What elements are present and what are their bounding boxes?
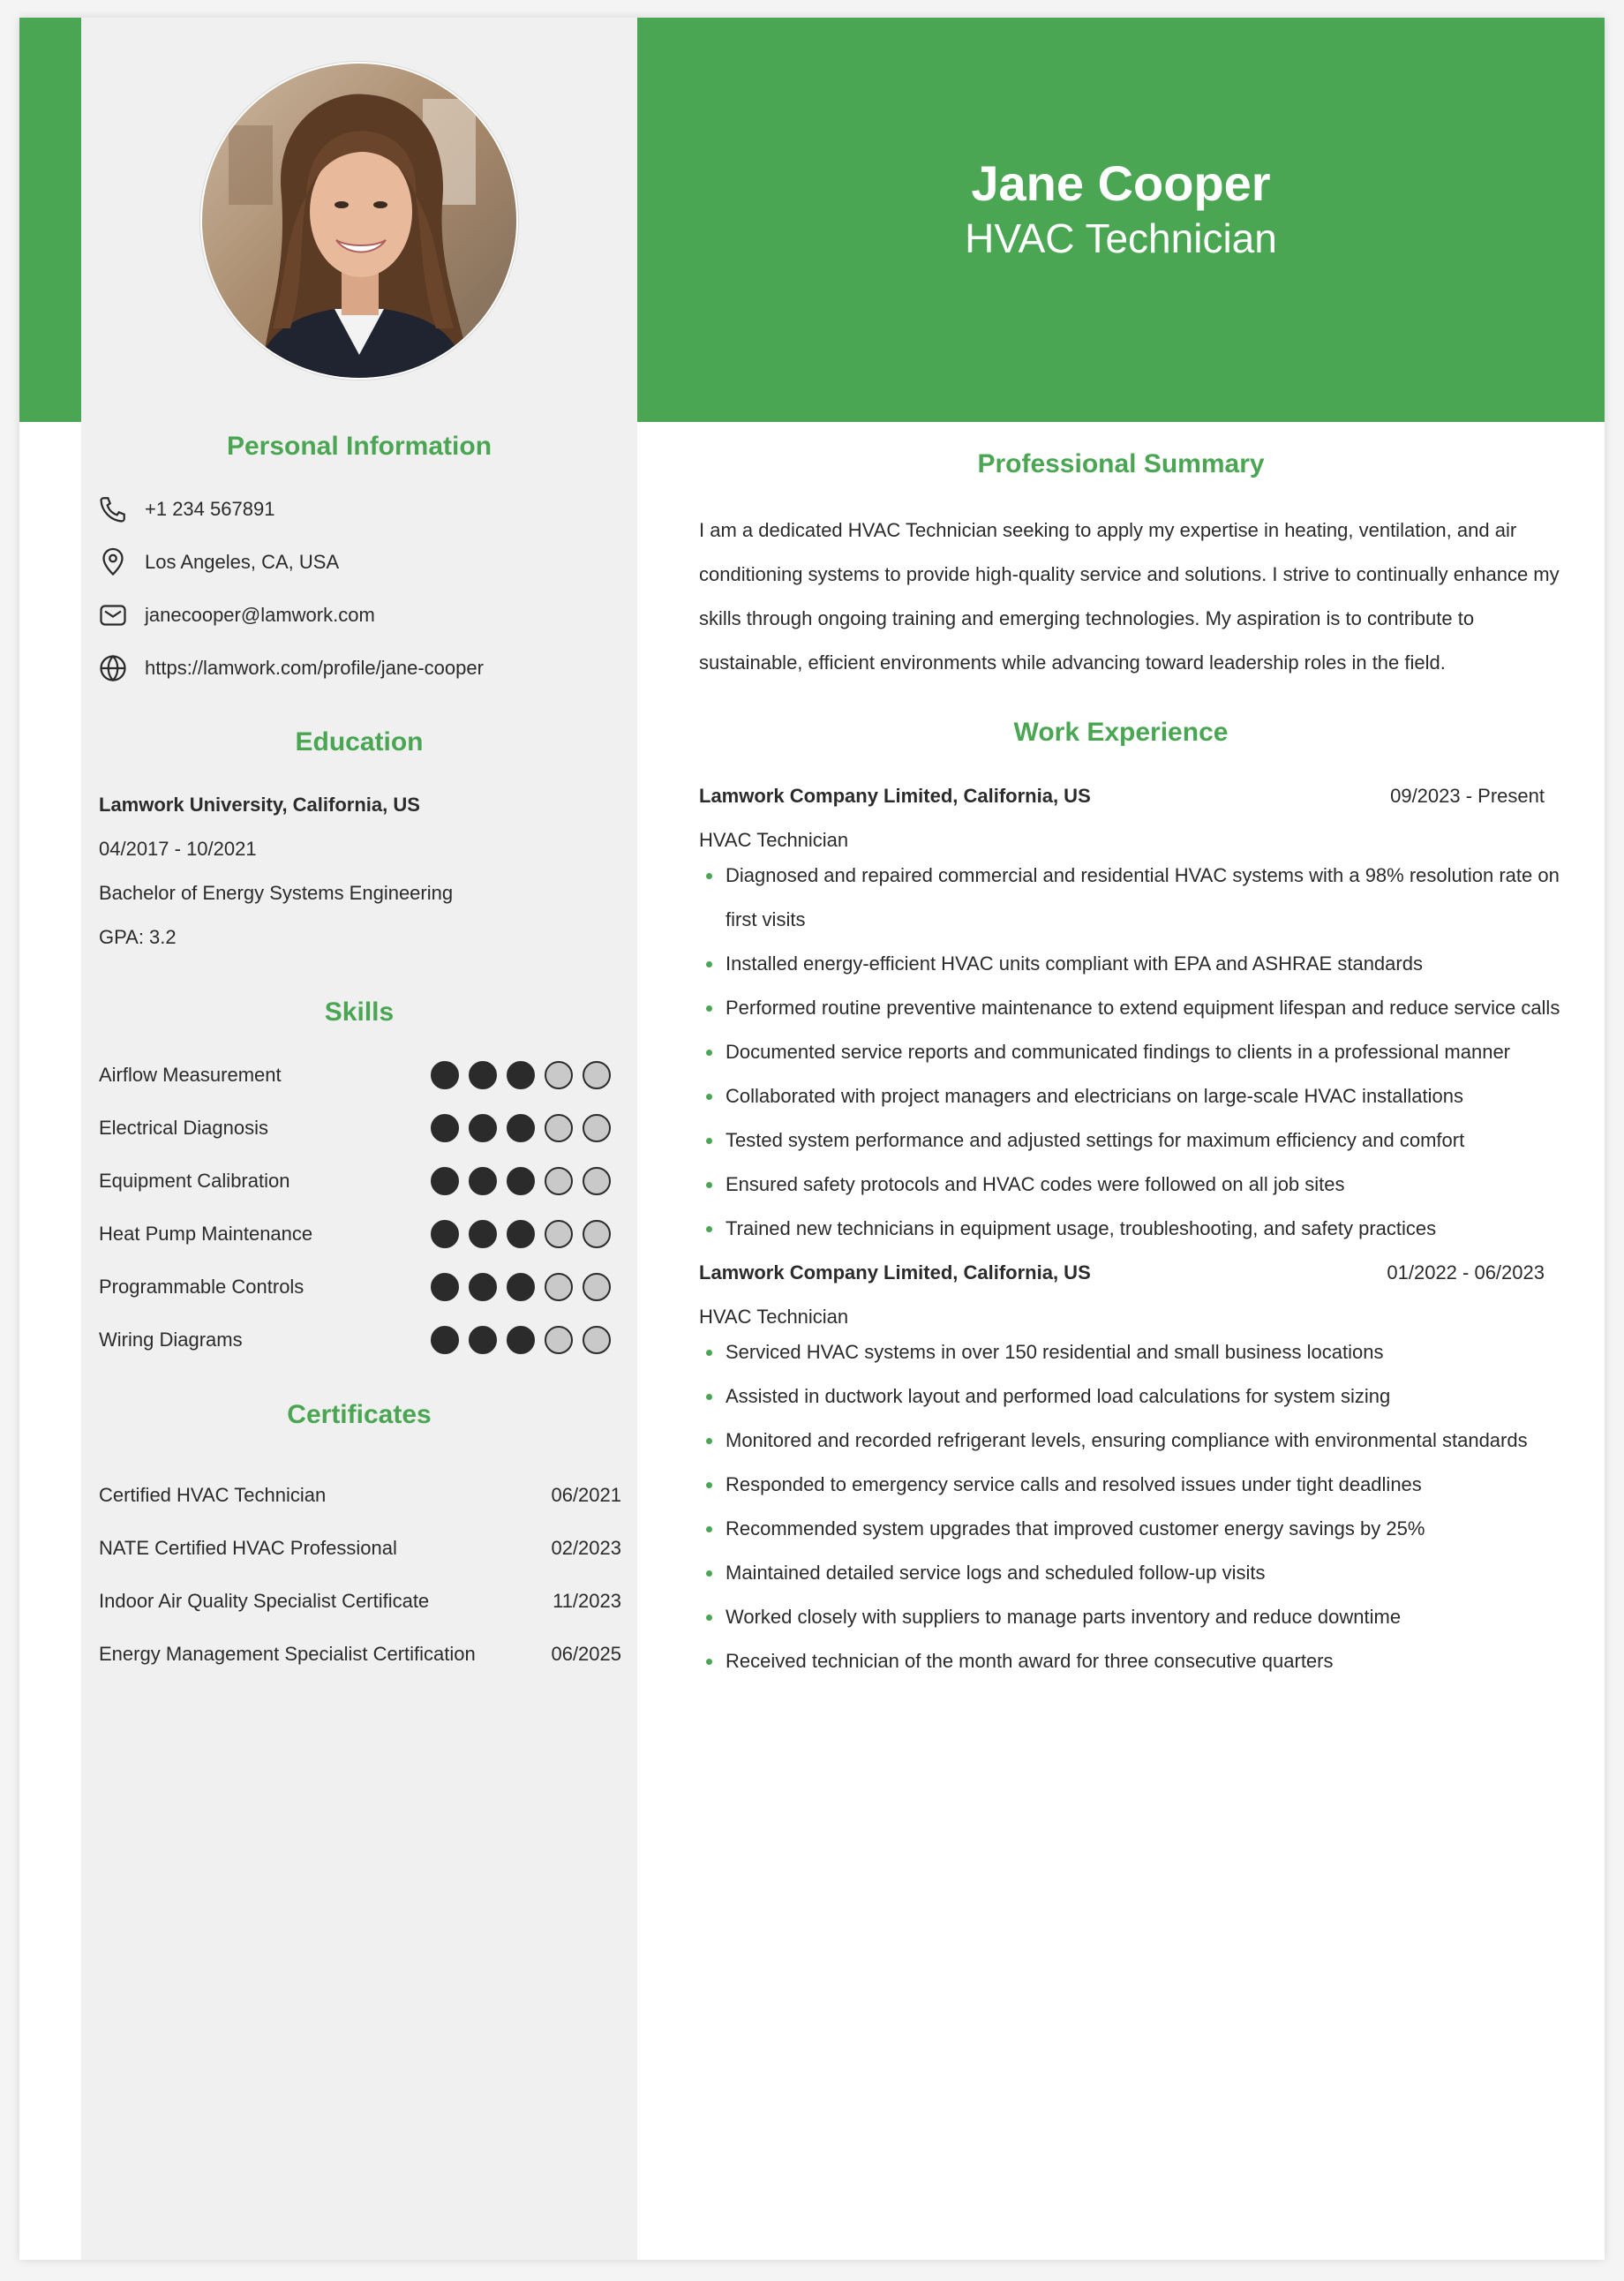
- education-school: Lamwork University, California, US: [99, 794, 420, 816]
- contact-location: [95, 545, 339, 580]
- rating-dot-empty: [583, 1220, 611, 1248]
- job-bullet: Received technician of the month award for three consecutive quarters: [699, 1639, 1573, 1683]
- job-bullet: Serviced HVAC systems in over 150 residential and small business locations: [699, 1330, 1573, 1374]
- rating-dot-filled: [507, 1114, 535, 1142]
- rating-dot-filled: [431, 1273, 459, 1301]
- rating-dot-filled: [507, 1167, 535, 1195]
- job-bullet: Monitored and recorded refrigerant levels, ensuring compliance with environmental standards: [699, 1419, 1573, 1463]
- skill-name: Airflow Measurement: [99, 1064, 282, 1086]
- rating-dot-filled: [469, 1167, 497, 1195]
- phone-text: +1 234 567891: [145, 498, 275, 520]
- job-bullet: Responded to emergency service calls and resolved issues under tight deadlines: [699, 1463, 1573, 1507]
- resume-page: [19, 18, 1605, 2260]
- rating-dot-empty: [545, 1326, 573, 1354]
- job-company: Lamwork Company Limited, California, US: [699, 1261, 1091, 1284]
- skill-rating: [431, 1220, 611, 1248]
- skill-name: Heat Pump Maintenance: [99, 1223, 313, 1245]
- rating-dot-empty: [583, 1167, 611, 1195]
- certificate-name: NATE Certified HVAC Professional: [99, 1537, 397, 1559]
- contact-email: [95, 598, 375, 633]
- job-bullet: Tested system performance and adjusted settings for maximum efficiency and comfort: [699, 1118, 1573, 1163]
- job-bullets: [699, 854, 1573, 1251]
- rating-dot-filled: [431, 1220, 459, 1248]
- certificate-name: Energy Management Specialist Certification: [99, 1643, 476, 1665]
- skill-rating: [431, 1273, 611, 1301]
- job-bullet: Collaborated with project managers and electricians on large-scale HVAC installations: [699, 1074, 1573, 1118]
- summary-title: Professional Summary: [977, 449, 1265, 478]
- job-bullet: Installed energy-efficient HVAC units compliant with EPA and ASHRAE standards: [699, 942, 1573, 986]
- skill-name: Equipment Calibration: [99, 1170, 290, 1192]
- rating-dot-empty: [583, 1061, 611, 1089]
- certificate-date: 06/2021: [551, 1484, 621, 1506]
- rating-dot-empty: [545, 1167, 573, 1195]
- job-bullet: Trained new technicians in equipment usage, troubleshooting, and safety practices: [699, 1207, 1573, 1251]
- job-bullet: Performed routine preventive maintenance to extend equipment lifespan and reduce service calls: [699, 986, 1573, 1030]
- rating-dot-filled: [469, 1326, 497, 1354]
- job-bullet: Documented service reports and communicated findings to clients in a professional manner: [699, 1030, 1573, 1074]
- job-bullet: Assisted in ductwork layout and performed load calculations for system sizing: [699, 1374, 1573, 1419]
- rating-dot-filled: [431, 1114, 459, 1142]
- profile-photo: [200, 62, 518, 380]
- skills-title: Skills: [324, 997, 395, 1027]
- job-role: HVAC Technician: [699, 1306, 849, 1328]
- job-bullet: Recommended system upgrades that improved customer energy savings by 25%: [699, 1507, 1573, 1551]
- job-bullets: [699, 1330, 1573, 1683]
- mail-icon: [95, 598, 131, 633]
- rating-dot-filled: [507, 1220, 535, 1248]
- job-dates: 09/2023 - Present: [1390, 785, 1545, 807]
- rating-dot-filled: [469, 1273, 497, 1301]
- phone-icon: [95, 492, 131, 527]
- accent-strip: [19, 18, 83, 422]
- rating-dot-filled: [507, 1273, 535, 1301]
- rating-dot-filled: [431, 1061, 459, 1089]
- rating-dot-filled: [507, 1326, 535, 1354]
- education-title: Education: [295, 727, 424, 757]
- location-pin-icon: [95, 545, 131, 580]
- certificate-date: 11/2023: [553, 1590, 621, 1612]
- candidate-name: Jane Cooper: [971, 155, 1271, 211]
- candidate-role: HVAC Technician: [965, 215, 1277, 261]
- globe-icon: [95, 651, 131, 686]
- certificate-name: Certified HVAC Technician: [99, 1484, 327, 1506]
- certificates-title: Certificates: [287, 1400, 432, 1429]
- contact-phone: [95, 492, 274, 527]
- certificate-date: 06/2025: [551, 1643, 621, 1665]
- rating-dot-empty: [583, 1326, 611, 1354]
- rating-dot-empty: [545, 1061, 573, 1089]
- job-dates: 01/2022 - 06/2023: [1387, 1261, 1545, 1284]
- rating-dot-filled: [469, 1114, 497, 1142]
- skill-rating: [431, 1326, 611, 1354]
- experience-title: Work Experience: [1013, 718, 1229, 747]
- rating-dot-filled: [469, 1061, 497, 1089]
- job-bullet: Worked closely with suppliers to manage parts inventory and reduce downtime: [699, 1595, 1573, 1639]
- rating-dot-empty: [583, 1273, 611, 1301]
- certificate-name: Indoor Air Quality Specialist Certificate: [99, 1590, 430, 1612]
- email-text: janecooper@lamwork.com: [145, 604, 375, 626]
- skill-name: Wiring Diagrams: [99, 1329, 243, 1351]
- skill-rating: [431, 1167, 611, 1195]
- rating-dot-filled: [469, 1220, 497, 1248]
- skill-rating: [431, 1114, 611, 1142]
- rating-dot-filled: [431, 1167, 459, 1195]
- job-company: Lamwork Company Limited, California, US: [699, 785, 1091, 807]
- job-bullet: Diagnosed and repaired commercial and residential HVAC systems with a 98% resolution rate on first visits: [699, 854, 1573, 942]
- job-bullet: Maintained detailed service logs and scheduled follow-up visits: [699, 1551, 1573, 1595]
- rating-dot-empty: [545, 1273, 573, 1301]
- education-degree: Bachelor of Energy Systems Engineering: [99, 882, 454, 904]
- job-role: HVAC Technician: [699, 829, 849, 851]
- job-bullet: Ensured safety protocols and HVAC codes were followed on all job sites: [699, 1163, 1573, 1207]
- rating-dot-filled: [431, 1326, 459, 1354]
- education-dates: 04/2017 - 10/2021: [99, 838, 257, 860]
- summary-text: I am a dedicated HVAC Technician seeking to apply my expertise in heating, ventilation, and air conditioning systems to provide high-quality service and solutions. I strive to continually enhance my skills through ongoing training and emerging technologies. My aspiration is to contribute to sustainable, efficient environments while advancing toward leadership roles in the field.: [699, 519, 1560, 674]
- rating-dot-empty: [545, 1220, 573, 1248]
- rating-dot-empty: [545, 1114, 573, 1142]
- contact-website: [95, 651, 484, 686]
- location-text: Los Angeles, CA, USA: [145, 551, 340, 573]
- skill-rating: [431, 1061, 611, 1089]
- education-gpa: GPA: 3.2: [99, 926, 177, 948]
- rating-dot-filled: [507, 1061, 535, 1089]
- personal-info-title: Personal Information: [226, 432, 492, 461]
- skill-name: Electrical Diagnosis: [99, 1117, 268, 1139]
- skill-name: Programmable Controls: [99, 1276, 304, 1298]
- website-text: https://lamwork.com/profile/jane-cooper: [145, 657, 484, 679]
- certificate-date: 02/2023: [551, 1537, 621, 1559]
- rating-dot-empty: [583, 1114, 611, 1142]
